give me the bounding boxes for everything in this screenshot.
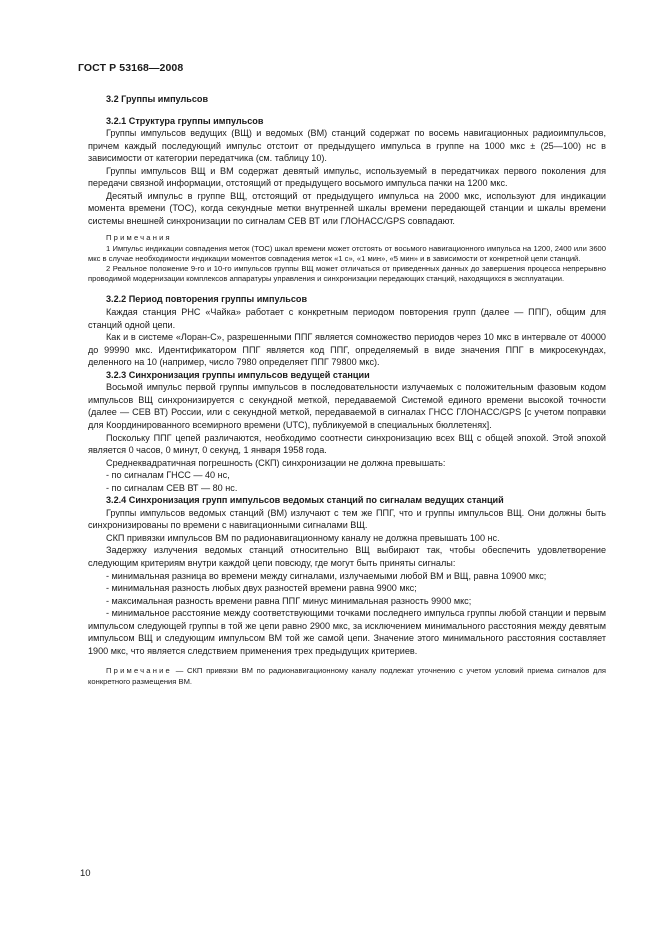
paragraph: Восьмой импульс первой группы импульсов в последовательности излучаемых с положительным фазовым кодом импульсов ВЩ синхронизируется с секундной меткой, передаваемой Системой единого времени высокой точности (далее — СЕВ ВТ) России, или с секундной меткой, передаваемой в сигналах ГНСС ГЛОНАСС/GPS [с учетом поправки для Координированного всемирного времени (UTC), публикуемой в специальных бюллетенях]. bbox=[88, 382, 606, 430]
paragraph: Как и в системе «Лоран-С», разрешенными ППГ является сомножество периодов через 10 мкс в интервале от 40000 до 99990 мкс. Идентификатором ППГ является код ППГ, определяемый в виде значения ППГ в микросекундах, деленного на 10 (например, число 7980 определяет ППГ 79800 мкс). bbox=[88, 332, 606, 368]
paragraph: Поскольку ППГ цепей различаются, необходимо соотнести синхронизацию всех ВЩ с общей эпохой. Этой эпохой является 0 часов, 0 минут, 0 секунд, 1 января 1958 года. bbox=[88, 432, 606, 456]
note-1: 1 Импульс индикации совпадения меток (ТОС) шкал времени может отстоять от восьмого навигационного импульса на 1200, 2400 или 3600 мкс в случае необходимости индикации моментов совпадения меток «1 с», «1 мин», «5 мин» и в зависимости от конкретной цепи станций. bbox=[88, 243, 606, 263]
section-3-2-2-title: 3.2.2 Период повторения группы импульсов bbox=[106, 294, 308, 305]
list-item: - минимальное расстояние между соответствующими точками последнего импульса группы любой станции и первым импульсом следующей группы в той же цепи равно 2900 мкс, за исключением минимального расстояния между девятым импульсом ВЩ и следующим импульсом ВМ той же самой цепи. Значение этого минимального расстояния составляет 1900 мкс, что является следствием применения трех предыдущих критериев. bbox=[88, 608, 606, 656]
paragraph: Группы импульсов ведущих (ВЩ) и ведомых (ВМ) станций содержат по восемь навигационных радиоимпульсов, причем каждый последующий импульс отстоит от предыдущего импульса в группе на 1000 мкс ± (25—100) нс в зависимости от категории передатчика (см. таблицу 10). bbox=[88, 128, 606, 164]
document-body bbox=[88, 93, 606, 687]
paragraph: Группы импульсов ведомых станций (ВМ) излучают с тем же ППГ, что и группы импульсов ВЩ. Они должны быть синхронизированы по времени с навигационными сигналами ВЩ. bbox=[88, 507, 606, 531]
section-3-2-1-title: 3.2.1 Структура группы импульсов bbox=[106, 115, 264, 126]
list-item: - максимальная разность времени равна ППГ минус минимальная разность 9900 мкс; bbox=[106, 595, 472, 606]
section-3-2-title: 3.2 Группы импульсов bbox=[106, 94, 209, 104]
list-item: - по сигналам СЕВ ВТ — 80 нс. bbox=[106, 482, 238, 493]
note-2: 2 Реальное положение 9-го и 10-го импульсов группы ВЩ может отличаться от приведенных данных до завершения процесса непрерывно проводимой модернизации комплексов аппаратуры управления и синхронизации передающих станций, находящихся в эксплуатации. bbox=[88, 264, 606, 284]
paragraph: СКП привязки импульсов ВМ по радионавигационному каналу не должна превышать 100 нс. bbox=[106, 532, 500, 543]
page-number: 10 bbox=[80, 868, 91, 879]
paragraph: Задержку излучения ведомых станций относительно ВЩ выбирают так, чтобы обеспечить удовлетворение следующим критериям внутри каждой цепи повсюду, где могут быть приняты сигналы: bbox=[88, 545, 606, 568]
paragraph: Среднеквадратичная погрешность (СКП) синхронизации не должна превышать: bbox=[106, 457, 446, 468]
section-3-2-4-title: 3.2.4 Синхронизация групп импульсов ведомых станций по сигналам ведущих станций bbox=[106, 495, 504, 506]
final-note-label: Примечание bbox=[106, 666, 172, 676]
paragraph: Каждая станция РНС «Чайка» работает с конкретным периодом повторения групп (далее — ППГ), общим для станций одной цепи. bbox=[88, 307, 606, 330]
final-note bbox=[88, 666, 606, 686]
paragraph: Группы импульсов ВЩ и ВМ содержат девятый импульс, используемый в передатчиках первого поколения для передачи связной информации, отстоящий от предыдущего восьмого импульса пачки на 1200 мкс. bbox=[88, 165, 606, 189]
section-3-2-3-title: 3.2.3 Синхронизация группы импульсов ведущей станции bbox=[106, 369, 370, 380]
list-item: - минимальная разность любых двух разностей времени равна 9900 мкс; bbox=[106, 583, 417, 594]
list-item: - по сигналам ГНСС — 40 нс, bbox=[106, 470, 230, 481]
final-note-text: — СКП привязки ВМ по радионавигационному каналу подлежат уточнению с учетом условий приема сигналов для конкретного размещения ВМ. bbox=[88, 666, 606, 686]
standard-header: ГОСТ Р 53168—2008 bbox=[78, 62, 184, 74]
list-item: - минимальная разница во времени между сигналами, излучаемыми любой ВМ и ВЩ, равна 10900 мкс; bbox=[106, 570, 547, 581]
paragraph: Десятый импульс в группе ВЩ, отстоящий от предыдущего импульса на 2000 мкс, используют для индикации момента времени (ТОС), когда секундные метки внутренней шкалы времени передающей станции и шкалы времени системы внешней синхронизации по сигналам СЕВ ВТ или ГЛОНАСС/GPS совпадают. bbox=[88, 190, 606, 226]
notes-title: Примечания bbox=[106, 233, 172, 243]
